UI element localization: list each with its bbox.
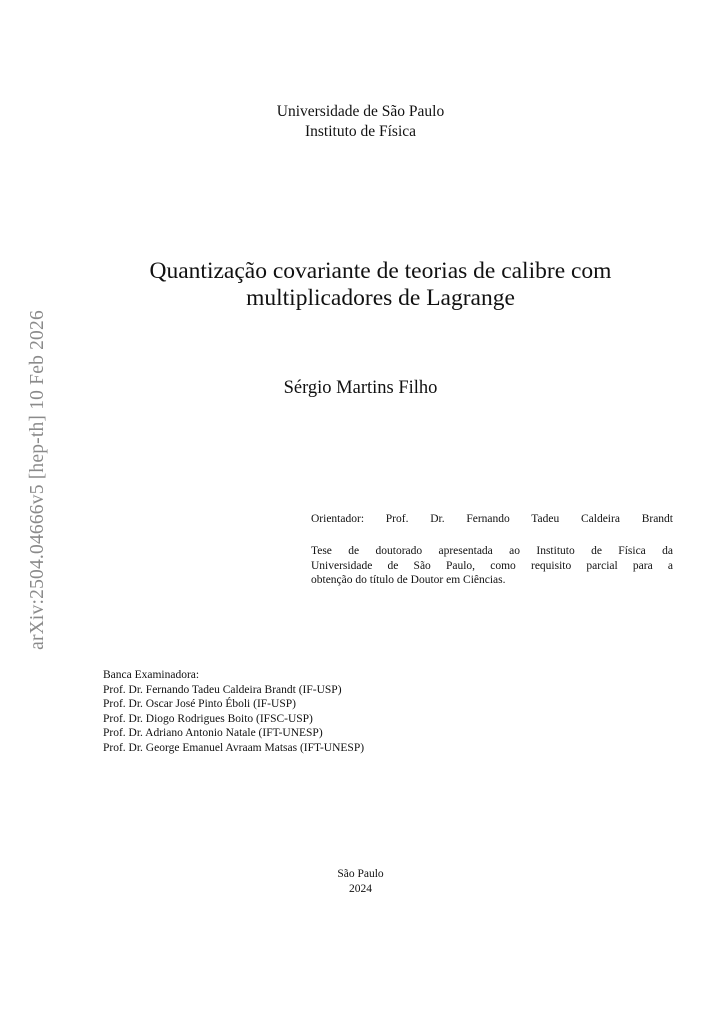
institution-block [0,102,721,142]
university-name: Universidade de São Paulo [276,103,445,120]
thesis-description-line-3: obtenção do título de Doutor em Ciências. [311,574,506,586]
committee-heading: Banca Examinadora: [103,669,200,681]
thesis-title [60,258,701,312]
thesis-title-line-2: multiplicadores de Lagrange [246,285,515,311]
city: São Paulo [337,868,384,880]
year: 2024 [349,882,372,895]
thesis-description-line-2: Universidade de São Paulo, como requisito parcial para a [311,559,673,572]
advisor-line: Orientador: Prof. Dr. Fernando Tadeu Caldeira Brandt [311,513,673,525]
examining-committee [103,668,364,755]
committee-member: Prof. Dr. Oscar José Pinto Éboli (IF-USP) [103,698,296,710]
committee-member: Prof. Dr. George Emanuel Avraam Matsas (IFT-UNESP) [103,741,365,754]
committee-member: Prof. Dr. Fernando Tadeu Caldeira Brandt (IF-USP) [103,683,342,696]
institute-name: Instituto de Física [304,123,417,140]
place-and-year [0,867,721,896]
author-name: Sérgio Martins Filho [283,378,438,398]
thesis-description-line-1: Tese de doutorado apresentada ao Instituto de Física da [311,545,673,557]
committee-member: Prof. Dr. Adriano Antonio Natale (IFT-UNESP) [103,727,323,739]
thesis-description [311,544,673,588]
committee-member: Prof. Dr. Diogo Rodrigues Boito (IFSC-USP) [103,712,313,725]
thesis-title-line-1: Quantização covariante de teorias de calibre com [149,258,612,284]
arxiv-identifier-stamp: arXiv:2504.04666v5 [hep-th] 10 Feb 2026 [27,310,48,650]
